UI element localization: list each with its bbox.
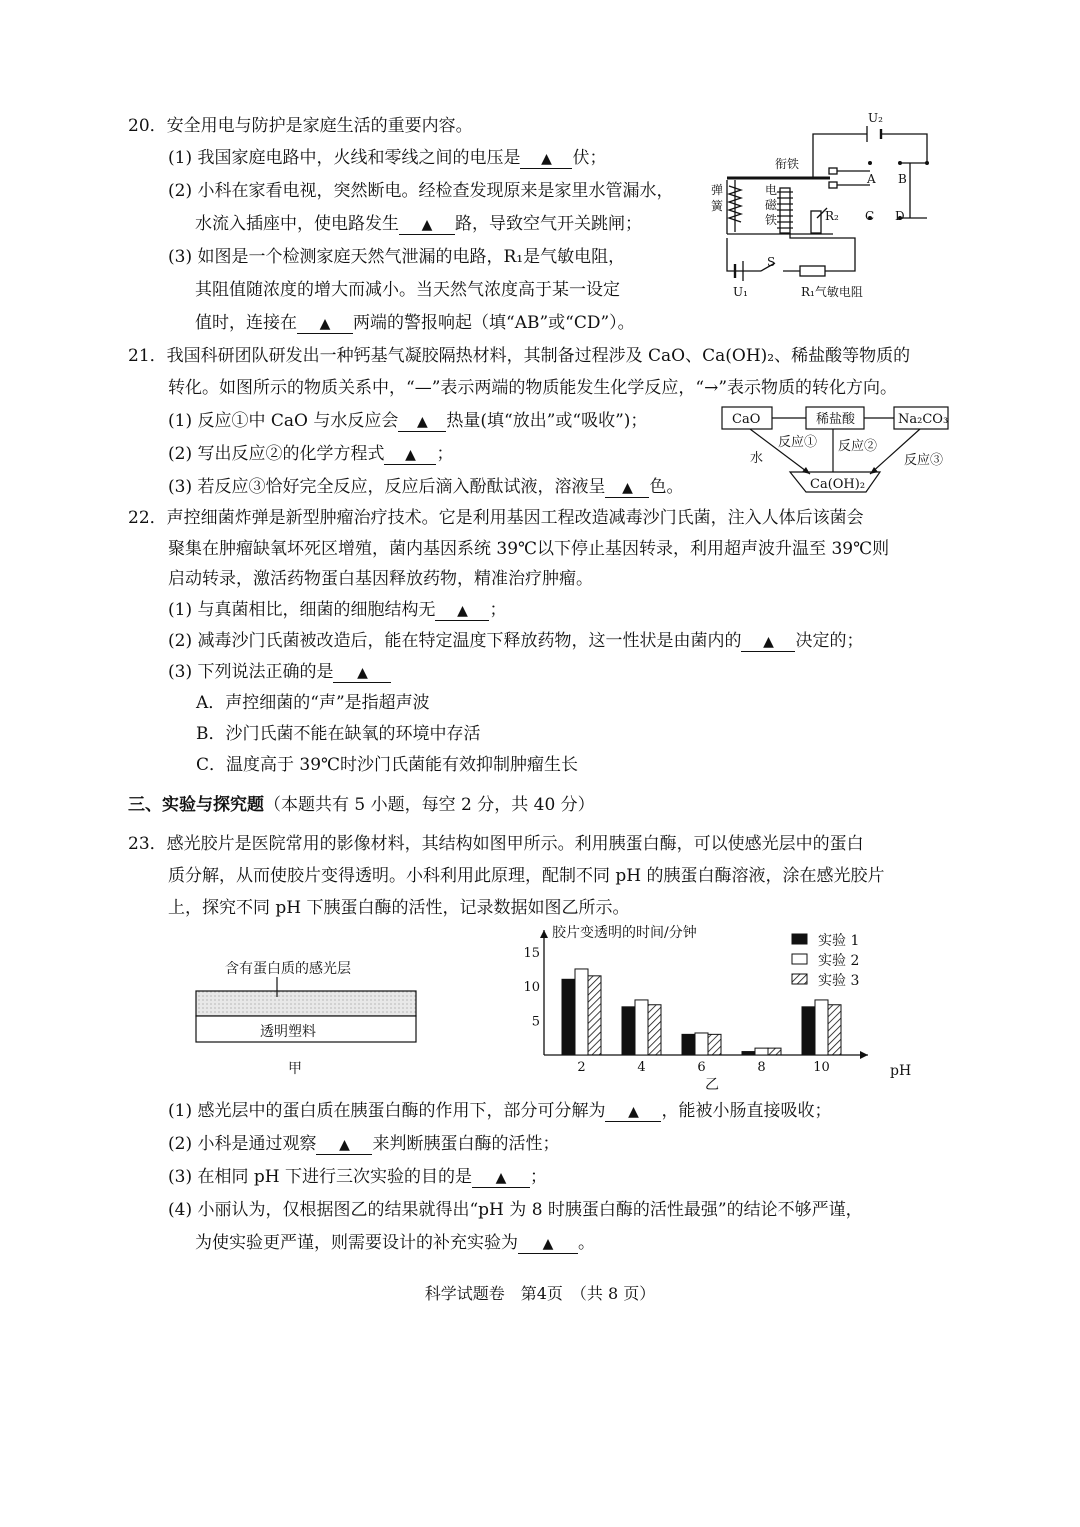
q21-stem2: 转化。如图所示的物质关系中，“—”表示两端的物质能发生化学反应，“→”表示物质的转化方向。 [168, 378, 898, 398]
q20-sub3c: 值时，连接在 ▲ 两端的警报响起（填“AB”或“CD”）。 [195, 313, 635, 333]
caption-yi: 乙 [705, 1077, 719, 1093]
bar [755, 1048, 768, 1055]
bar [648, 1005, 661, 1055]
label-r3: 反应③ [904, 453, 944, 468]
label-c: C [865, 209, 875, 223]
bar [708, 1034, 721, 1055]
q22-stem3: 启动转录，激活药物蛋白基因释放药物，精准治疗肿瘤。 [168, 569, 593, 589]
q20-sub3b: 其阻值随浓度的增大而减小。当天然气浓度高于某一设定 [195, 280, 620, 300]
label-s: S [767, 255, 776, 269]
q22-option-b: B．沙门氏菌不能在缺氧的环境中存活 [196, 724, 481, 744]
q22-option-a: A．声控细菌的“声”是指超声波 [196, 693, 430, 713]
q22-option-c: C．温度高于 39℃时沙门氏菌能有效抑制肿瘤生长 [196, 755, 579, 775]
label-huang: 簧 [711, 199, 724, 213]
q21-sub2: (2) 写出反应②的化学方程式 ▲ ； [168, 444, 454, 464]
bar [562, 979, 575, 1055]
page-footer: 科学试题卷 第4页 （共 8 页） [424, 1284, 656, 1303]
q20-sub3a: (3) 如图是一个检测家庭天然气泄漏的电路，R₁是气敏电阻， [168, 247, 626, 267]
node-na2co3: Na₂CO₃ [898, 412, 949, 427]
q20-stem: 20．安全用电与防护是家庭生活的重要内容。 [128, 116, 473, 136]
label-r2: 反应② [838, 439, 878, 454]
circuit-diagram [705, 108, 945, 308]
q23-stem3: 上，探究不同 pH 下胰蛋白酶的活性，记录数据如图乙所示。 [168, 898, 630, 918]
bar [622, 1007, 635, 1055]
section-title: 三、实验与探究题（本题共有 5 小题，每空 2 分，共 40 分） [128, 795, 595, 815]
q23-sub1: (1) 感光层中的蛋白质在胰蛋白酶的作用下，部分可分解为 ▲ ，能被小肠直接吸收； [168, 1101, 832, 1121]
x-tick-label: 2 [577, 1060, 586, 1075]
film-structure-diagram [190, 955, 430, 1080]
legend-label: 实验 2 [818, 953, 860, 969]
x-tick-label: 8 [757, 1060, 766, 1075]
bar [695, 1033, 708, 1055]
bar [682, 1034, 695, 1055]
label-d: D [895, 209, 905, 223]
x-tick-label: 10 [813, 1060, 830, 1075]
label-water: 水 [750, 451, 764, 466]
node-cao: CaO [732, 412, 761, 427]
label-u1: U₁ [733, 285, 748, 299]
q23-stem2: 质分解，从而使胶片变得透明。小科利用此原理，配制不同 pH 的胰蛋白酶溶液，涂在感光胶片 [168, 866, 885, 886]
bar [802, 1007, 815, 1055]
q23-stem1: 23．感光胶片是医院常用的影像材料，其结构如图甲所示。利用胰蛋白酶，可以使感光层中的蛋白 [128, 834, 864, 854]
legend-swatch [792, 954, 807, 964]
q22-sub3: (3) 下列说法正确的是 ▲ [168, 661, 391, 683]
y-arrow [540, 930, 548, 938]
enzyme-activity-chart [500, 920, 920, 1095]
label-r2: R₂ [825, 209, 839, 223]
x-tick-label: 6 [697, 1060, 706, 1075]
q23-sub4b: 为使实验更严谨，则需要设计的补充实验为 ▲ 。 [195, 1233, 595, 1253]
q22-stem2: 聚集在肿瘤缺氧坏死区增殖，菌内基因系统 39℃以下停止基因转录，利用超声波升温至 39℃则 [168, 539, 890, 559]
y-tick-label: 5 [531, 1014, 540, 1030]
legend-swatch [792, 974, 807, 984]
x-arrow [860, 1051, 868, 1059]
label-b: B [898, 172, 907, 186]
x-axis-label: pH [890, 1063, 912, 1079]
q22-stem1: 22．声控细菌炸弹是新型肿瘤治疗技术。它是利用基因工程改造减毒沙门氏菌，注入人体后该菌会 [128, 508, 864, 528]
node-caoh2: Ca(OH)₂ [810, 477, 866, 492]
legend-swatch [792, 934, 807, 944]
bar [575, 969, 588, 1055]
y-tick-label: 15 [523, 945, 540, 961]
q23-sub2: (2) 小科是通过观察 ▲ 来判断胰蛋白酶的活性； [168, 1134, 560, 1154]
bar [742, 1052, 755, 1055]
reaction-diagram [720, 404, 952, 498]
label-a: A [867, 172, 876, 186]
label-ci: 磁 [765, 198, 778, 212]
q23-sub3: (3) 在相同 pH 下进行三次实验的目的是 ▲ ； [168, 1167, 547, 1187]
node-hcl: 稀盐酸 [816, 412, 856, 427]
q22-sub1: (1) 与真菌相比，细菌的细胞结构无 ▲ ； [168, 600, 507, 620]
y-tick-label: 10 [523, 980, 540, 996]
q21-sub1: (1) 反应①中 CaO 与水反应会 ▲ 热量(填“放出”或“吸收”)； [168, 411, 648, 431]
label-tan: 弹 [711, 183, 724, 197]
legend-label: 实验 3 [818, 973, 860, 989]
y-axis-label: 胶片变透明的时间/分钟 [552, 925, 697, 941]
label-dian: 电 [765, 183, 778, 197]
bar [828, 1005, 841, 1055]
q22-sub2: (2) 减毒沙门氏菌被改造后，能在特定温度下释放药物，这一性状是由菌内的 ▲ 决定的； [168, 631, 864, 651]
label-r1: R₁气敏电阻 [801, 285, 863, 299]
q20-sub2a: (2) 小科在家看电视，突然断电。经检查发现原来是家里水管漏水， [168, 181, 674, 201]
bar [768, 1048, 781, 1055]
bar [635, 1000, 648, 1055]
q23-sub4a: (4) 小丽认为，仅根据图乙的结果就得出“pH 为 8 时胰蛋白酶的活性最强”的结论不够严谨， [168, 1200, 863, 1220]
label-u2: U₂ [868, 111, 883, 125]
label-tie: 铁 [765, 213, 778, 227]
q20-sub1: (1) 我国家庭电路中，火线和零线之间的电压是 ▲ 伏； [168, 148, 607, 168]
x-tick-label: 4 [637, 1060, 646, 1075]
label-xiantie: 衔铁 [775, 157, 800, 171]
q21-sub3: (3) 若反应③恰好完全反应，反应后滴入酚酞试液，溶液呈 ▲ 色。 [168, 477, 684, 497]
label-r1: 反应① [778, 435, 818, 450]
bar [815, 1000, 828, 1055]
bar [588, 976, 601, 1055]
label-photo-layer: 含有蛋白质的感光层 [225, 961, 351, 977]
caption-jia: 甲 [288, 1061, 302, 1077]
q21-stem1: 21．我国科研团队研发出一种钙基气凝胶隔热材料，其制备过程涉及 CaO、Ca(OH)₂、稀盐酸等物质的 [128, 346, 911, 366]
q20-sub2b: 水流入插座中，使电路发生 ▲ 路，导致空气开关跳闸； [195, 214, 642, 234]
legend-label: 实验 1 [818, 933, 860, 949]
label-plastic: 透明塑料 [260, 1024, 316, 1040]
